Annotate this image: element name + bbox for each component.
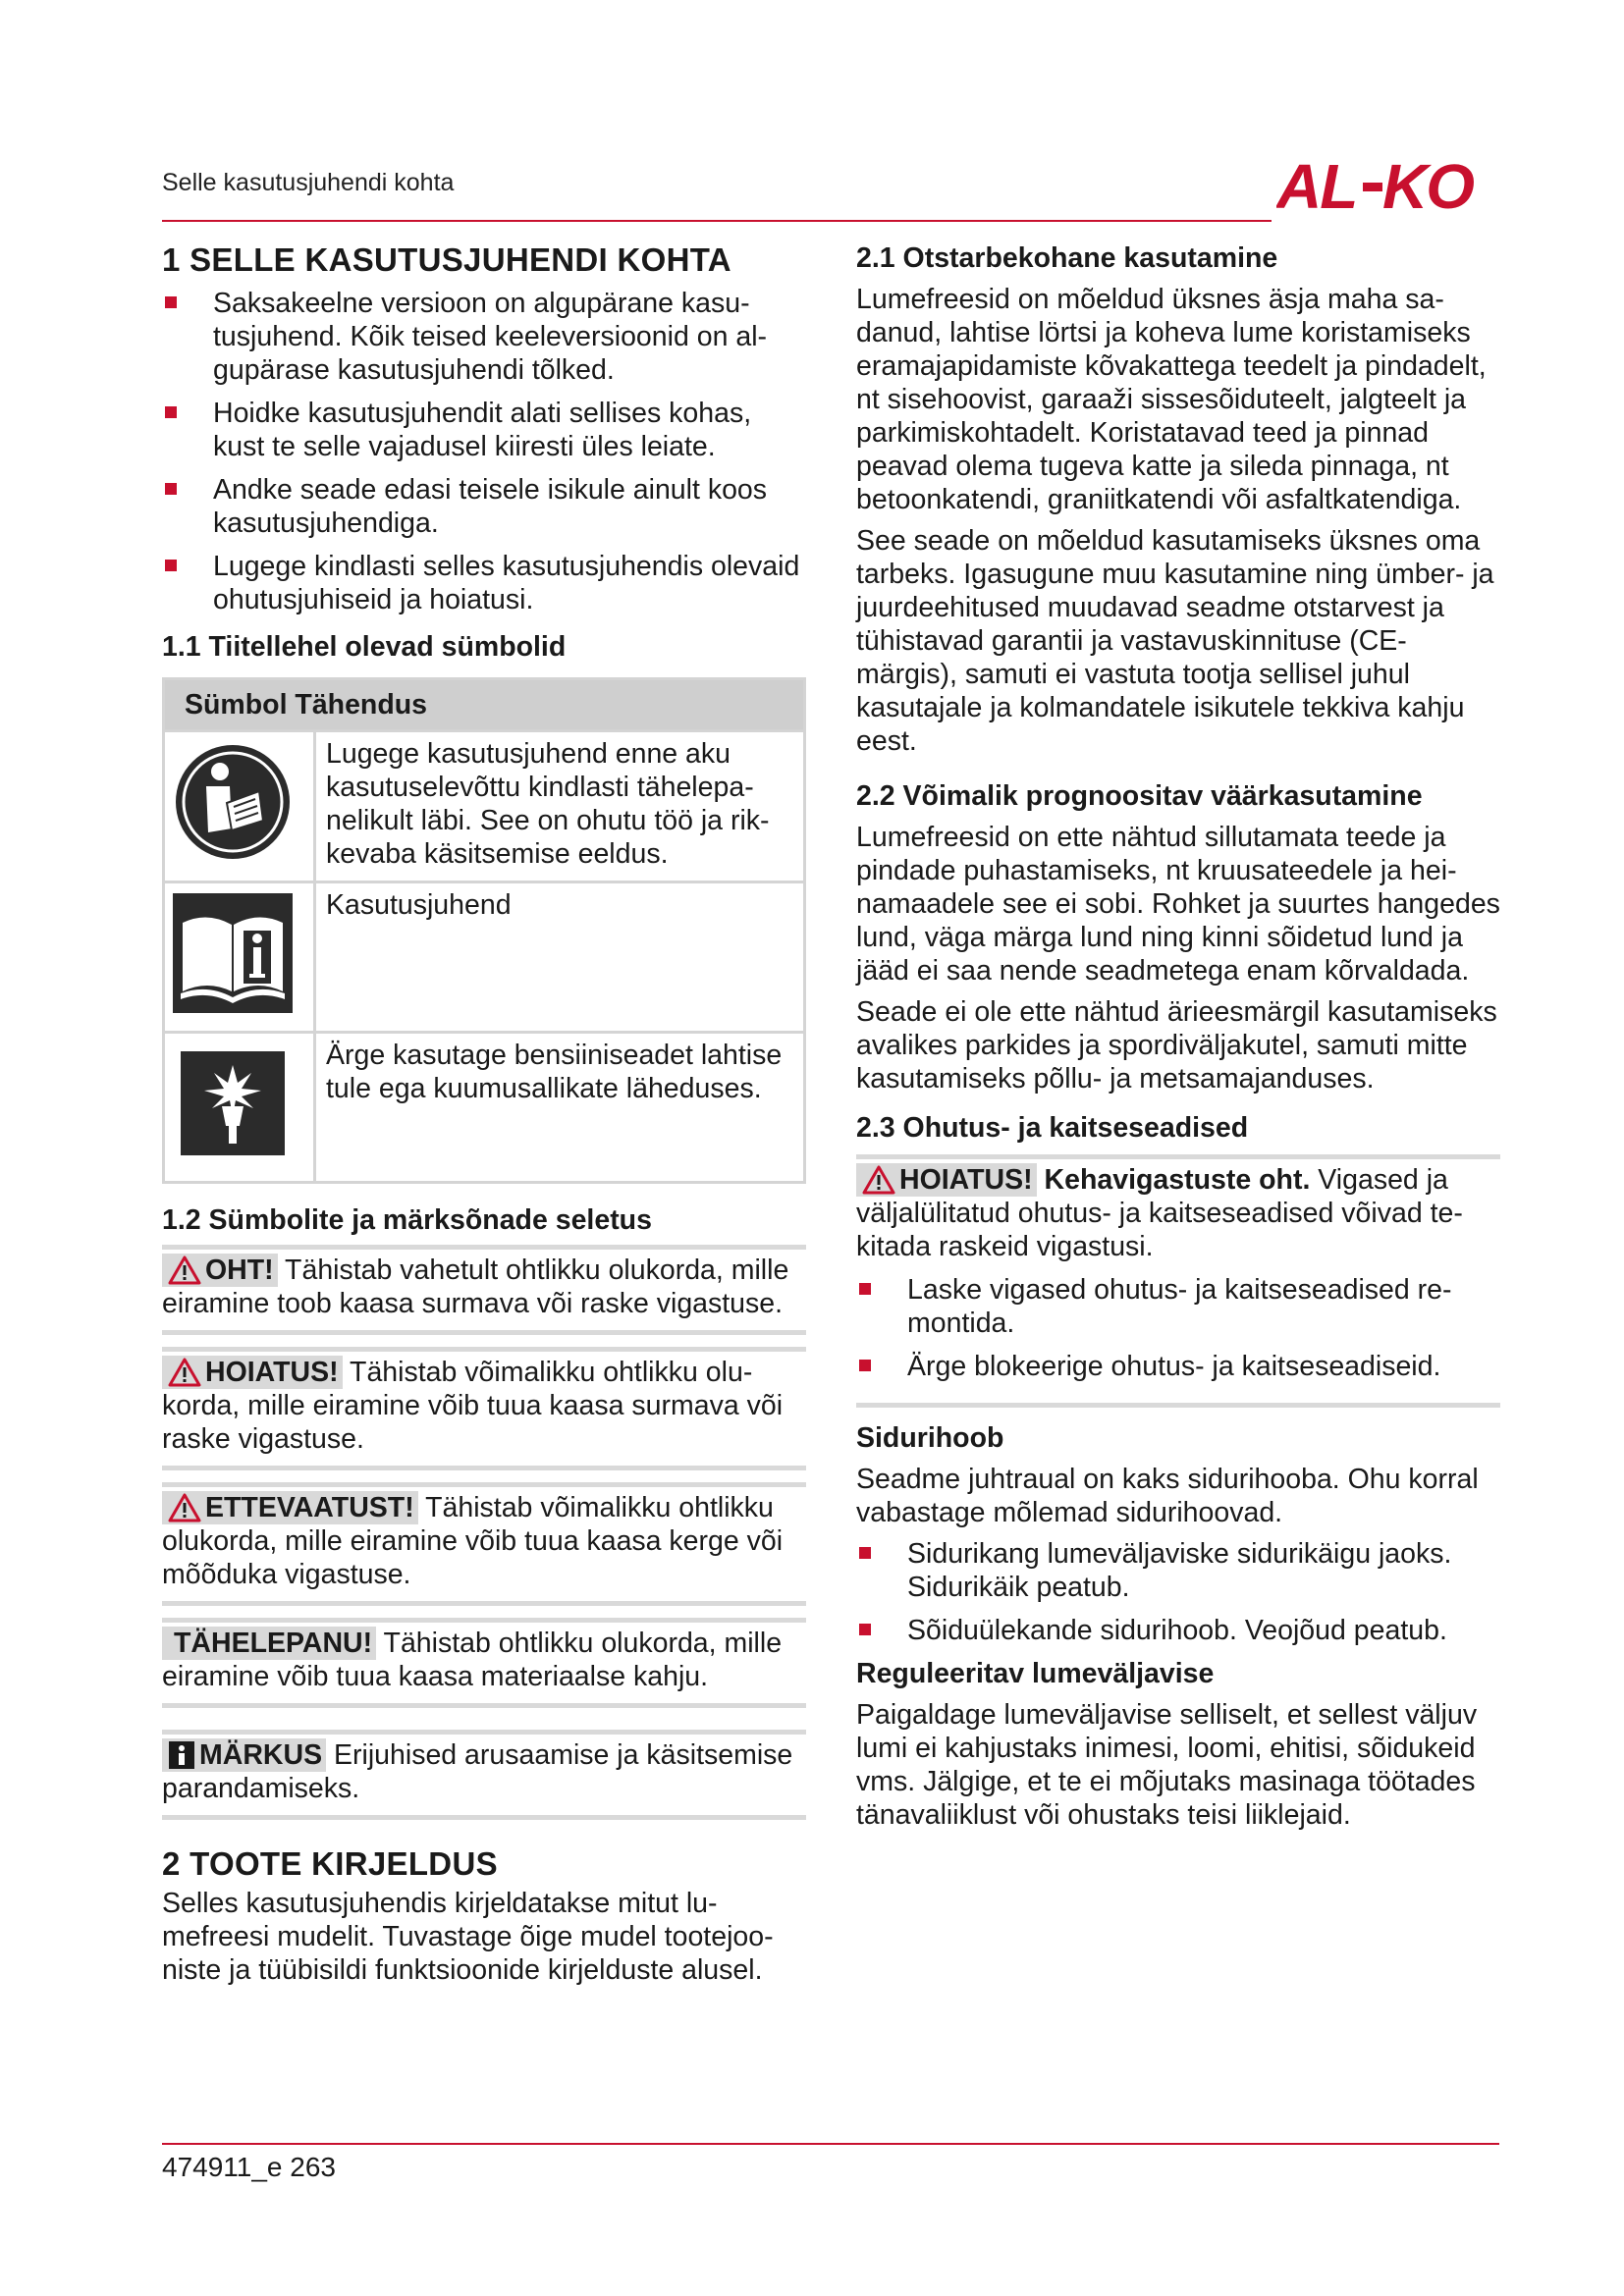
svg-text:KO: KO (1382, 155, 1473, 214)
right-column (856, 241, 1500, 1840)
subsection-heading-clutch: Sidurihoob (856, 1422, 1004, 1454)
warning-triangle-icon (168, 1493, 201, 1522)
list-item: Sõiduülekande sidurihoob. Veojõud peatub. (856, 1614, 1500, 1647)
subsection-heading-chute: Reguleeritav lumeväljavise (856, 1658, 1215, 1689)
section-2-text: Selles kasutusjuhendis kirjeldatakse mitut lumefreesi mudelit. Tuvastage õige mudel tootejooniste ja tüübisildi funktsioonide kirjelduste alusel. (162, 1888, 774, 1986)
list-item: Laske vigased ohutus- ja kaitseseadised remontida. (856, 1273, 1500, 1340)
list-item: Ärge blokeerige ohutus- ja kaitseseadiseid. (856, 1350, 1500, 1383)
signal-word: TÄHELEPANU! (174, 1628, 373, 1659)
signal-word: HOIATUS! (205, 1357, 339, 1388)
no-fuel-heat-icon (173, 1043, 293, 1163)
info-icon (168, 1740, 195, 1770)
section-2-1-heading: 2.1 Otstarbekohane kasutamine (856, 242, 1278, 274)
paragraph: See seade on mõeldud kasutamiseks üksnes oma tarbeks. Igasugune muu kasutamine ning ümber- ja juurdeehitused muudavad seadme otstarvest ja tühistavad garantii ja vastavuskinnituse (CE-märgis), samuti ei vastuta tootja sellisel juhul kasutajale ja kolmandatele isikutele tekkiva kahju eest. (856, 525, 1494, 757)
warning-triangle-icon (862, 1165, 895, 1195)
svg-text:AL: AL (1276, 155, 1357, 214)
manual-info-icon (173, 893, 293, 1013)
notice-text: Tähistab vahetult ohtlikku olukorda, mille eiramine toob kaasa surmava või raske vigastuse. (162, 1255, 789, 1319)
section-1-bullets (162, 287, 806, 616)
header-rule (162, 220, 1272, 222)
section-2-2-heading: 2.2 Võimalik prognoositav väärkasutamine (856, 780, 1423, 812)
section-2-3-heading: 2.3 Ohutus- ja kaitseseadised (856, 1112, 1249, 1144)
notice-warning (162, 1347, 806, 1470)
paragraph: Lumefreesid on ette nähtud sillutamata teede ja pindade puhastamiseks, nt kruusateedele ja heinamaadele see ei sobi. Rohket ja suurtes hangedes lund, väga märga lund ning kinni sõidetud lund ja jääd ei saa nende seadmetega enam kõrvaldada. (856, 822, 1500, 987)
symbol-table-header: Sümbol Tähendus (164, 679, 805, 731)
paragraph: Seade ei ole ette nähtud ärieesmärgil kasutamiseks avalikes parkides ja spordiväljakutel, samuti mitte kasutamiseks põllu- ja metsamajanduses. (856, 996, 1497, 1095)
section-2-heading: 2 TOOTE KIRJELDUS (162, 1845, 498, 1882)
symbol-meaning: Kasutusjuhend (315, 882, 805, 1033)
notice-bullets (856, 1273, 1500, 1383)
section-1-heading: 1 SELLE KASUTUSJUHENDI KOHTA (162, 241, 731, 278)
table-row (164, 1033, 805, 1183)
running-header: Selle kasutusjuhendi kohta (162, 169, 455, 196)
signal-word: HOIATUS! (899, 1164, 1033, 1196)
notice-text: Tähistab ohtlikku olukorda, mille eiramine võib tuua kaasa materiaalse kahju. (162, 1628, 783, 1692)
list-item: Hoidke kasutusjuhendit alati sellises kohas, kust te selle vajadusel kiiresti üles leiate. (162, 397, 806, 463)
paragraph: Lumefreesid on mõeldud üksnes äsja maha sadanud, lahtise lörtsi ja koheva lume koristamiseks eramajapidamiste kõvakattega teedelt ja pindadelt, nt sisehoovist, garaaži sissesõiduteelt, jalgteelt ja parkimiskohtadelt. Koristatavad teed ja pinnad peavad olema tugeva katte ja sileda pinnaga, nt betoonkatendi, graniitkatendi või asfaltkatendiga. (856, 284, 1487, 515)
notice-attention (162, 1618, 806, 1708)
signal-word: OHT! (205, 1255, 274, 1286)
list-item: Sidurikang lumeväljaviske sidurikäigu jaoks. Sidurikäik peatub. (856, 1537, 1500, 1604)
list-item: Saksakeelne versioon on algupärane kasutusjuhend. Kõik teised keeleversioonid on algupärase kasutusjuhendi tõlked. (162, 287, 806, 387)
list-item: Lugege kindlasti selles kasutusjuhendis olevaid ohutusjuhiseid ja hoiatusi. (162, 550, 806, 616)
page-number: 474911_e 263 (162, 2152, 336, 2182)
notice-danger (162, 1245, 806, 1335)
list-item: Andke seade edasi teisele isikule ainult koos kasutusjuhendiga. (162, 473, 806, 540)
clutch-bullets (856, 1537, 1500, 1647)
notice-caution (162, 1482, 806, 1606)
symbol-meaning: Lugege kasutusjuhend enne aku kasutuselevõttu kindlasti tähelepanelikult läbi. See on ohutu töö ja rikkevaba käsitsemise eeldus. (315, 731, 805, 882)
footer-rule (162, 2143, 1499, 2145)
alko-logo (1276, 155, 1500, 214)
table-row (164, 882, 805, 1033)
signal-word: ETTEVAATUST! (205, 1492, 414, 1523)
notice-text: Tähistab võimalikku ohtlikku olukorda, mille eiramine võib tuua kaasa kerge või mõõduka vigastuse. (162, 1492, 784, 1590)
warning-triangle-icon (168, 1255, 201, 1285)
notice-text: Erijuhised arusaamise ja käsitsemise parandamiseks. (162, 1739, 793, 1804)
notice-text: Vigased ja väljalülitatud ohutus- ja kaitseseadised võivad tekitada raskeid vigastusi. (856, 1164, 1463, 1262)
signal-word: MÄRKUS (199, 1739, 323, 1771)
notice-emphasis: Kehavigastuste oht. (1036, 1164, 1311, 1196)
notice-note (162, 1730, 806, 1820)
warning-triangle-icon (168, 1358, 201, 1387)
read-manual-icon (173, 742, 293, 862)
left-column (162, 241, 806, 1995)
table-row (164, 731, 805, 882)
notice-text: Tähistab võimalikku ohtlikku olukorda, mille eiramine võib tuua kaasa surmava või raske vigastuse. (162, 1357, 784, 1455)
symbol-meaning: Ärge kasutage bensiiniseadet lahtise tule ega kuumusallikate läheduses. (315, 1033, 805, 1183)
section-1-1-heading: 1.1 Tiitellehel olevad sümbolid (162, 631, 567, 663)
symbol-table (162, 677, 806, 1184)
section-1-2-heading: 1.2 Sümbolite ja märksõnade seletus (162, 1204, 652, 1236)
paragraph: Paigaldage lumeväljavise selliselt, et sellest väljuv lumi ei kahjustaks inimesi, loomi, ehitisi, sõidukeid vms. Jälgige, et te ei mõjutaks masinaga töötades tänavaliiklust või ohustaks teisi liiklejaid. (856, 1699, 1478, 1831)
paragraph: Seadme juhtraual on kaks sidurihooba. Ohu korral vabastage mõlemad sidurihoovad. (856, 1464, 1479, 1528)
notice-warning-injury (856, 1154, 1500, 1408)
